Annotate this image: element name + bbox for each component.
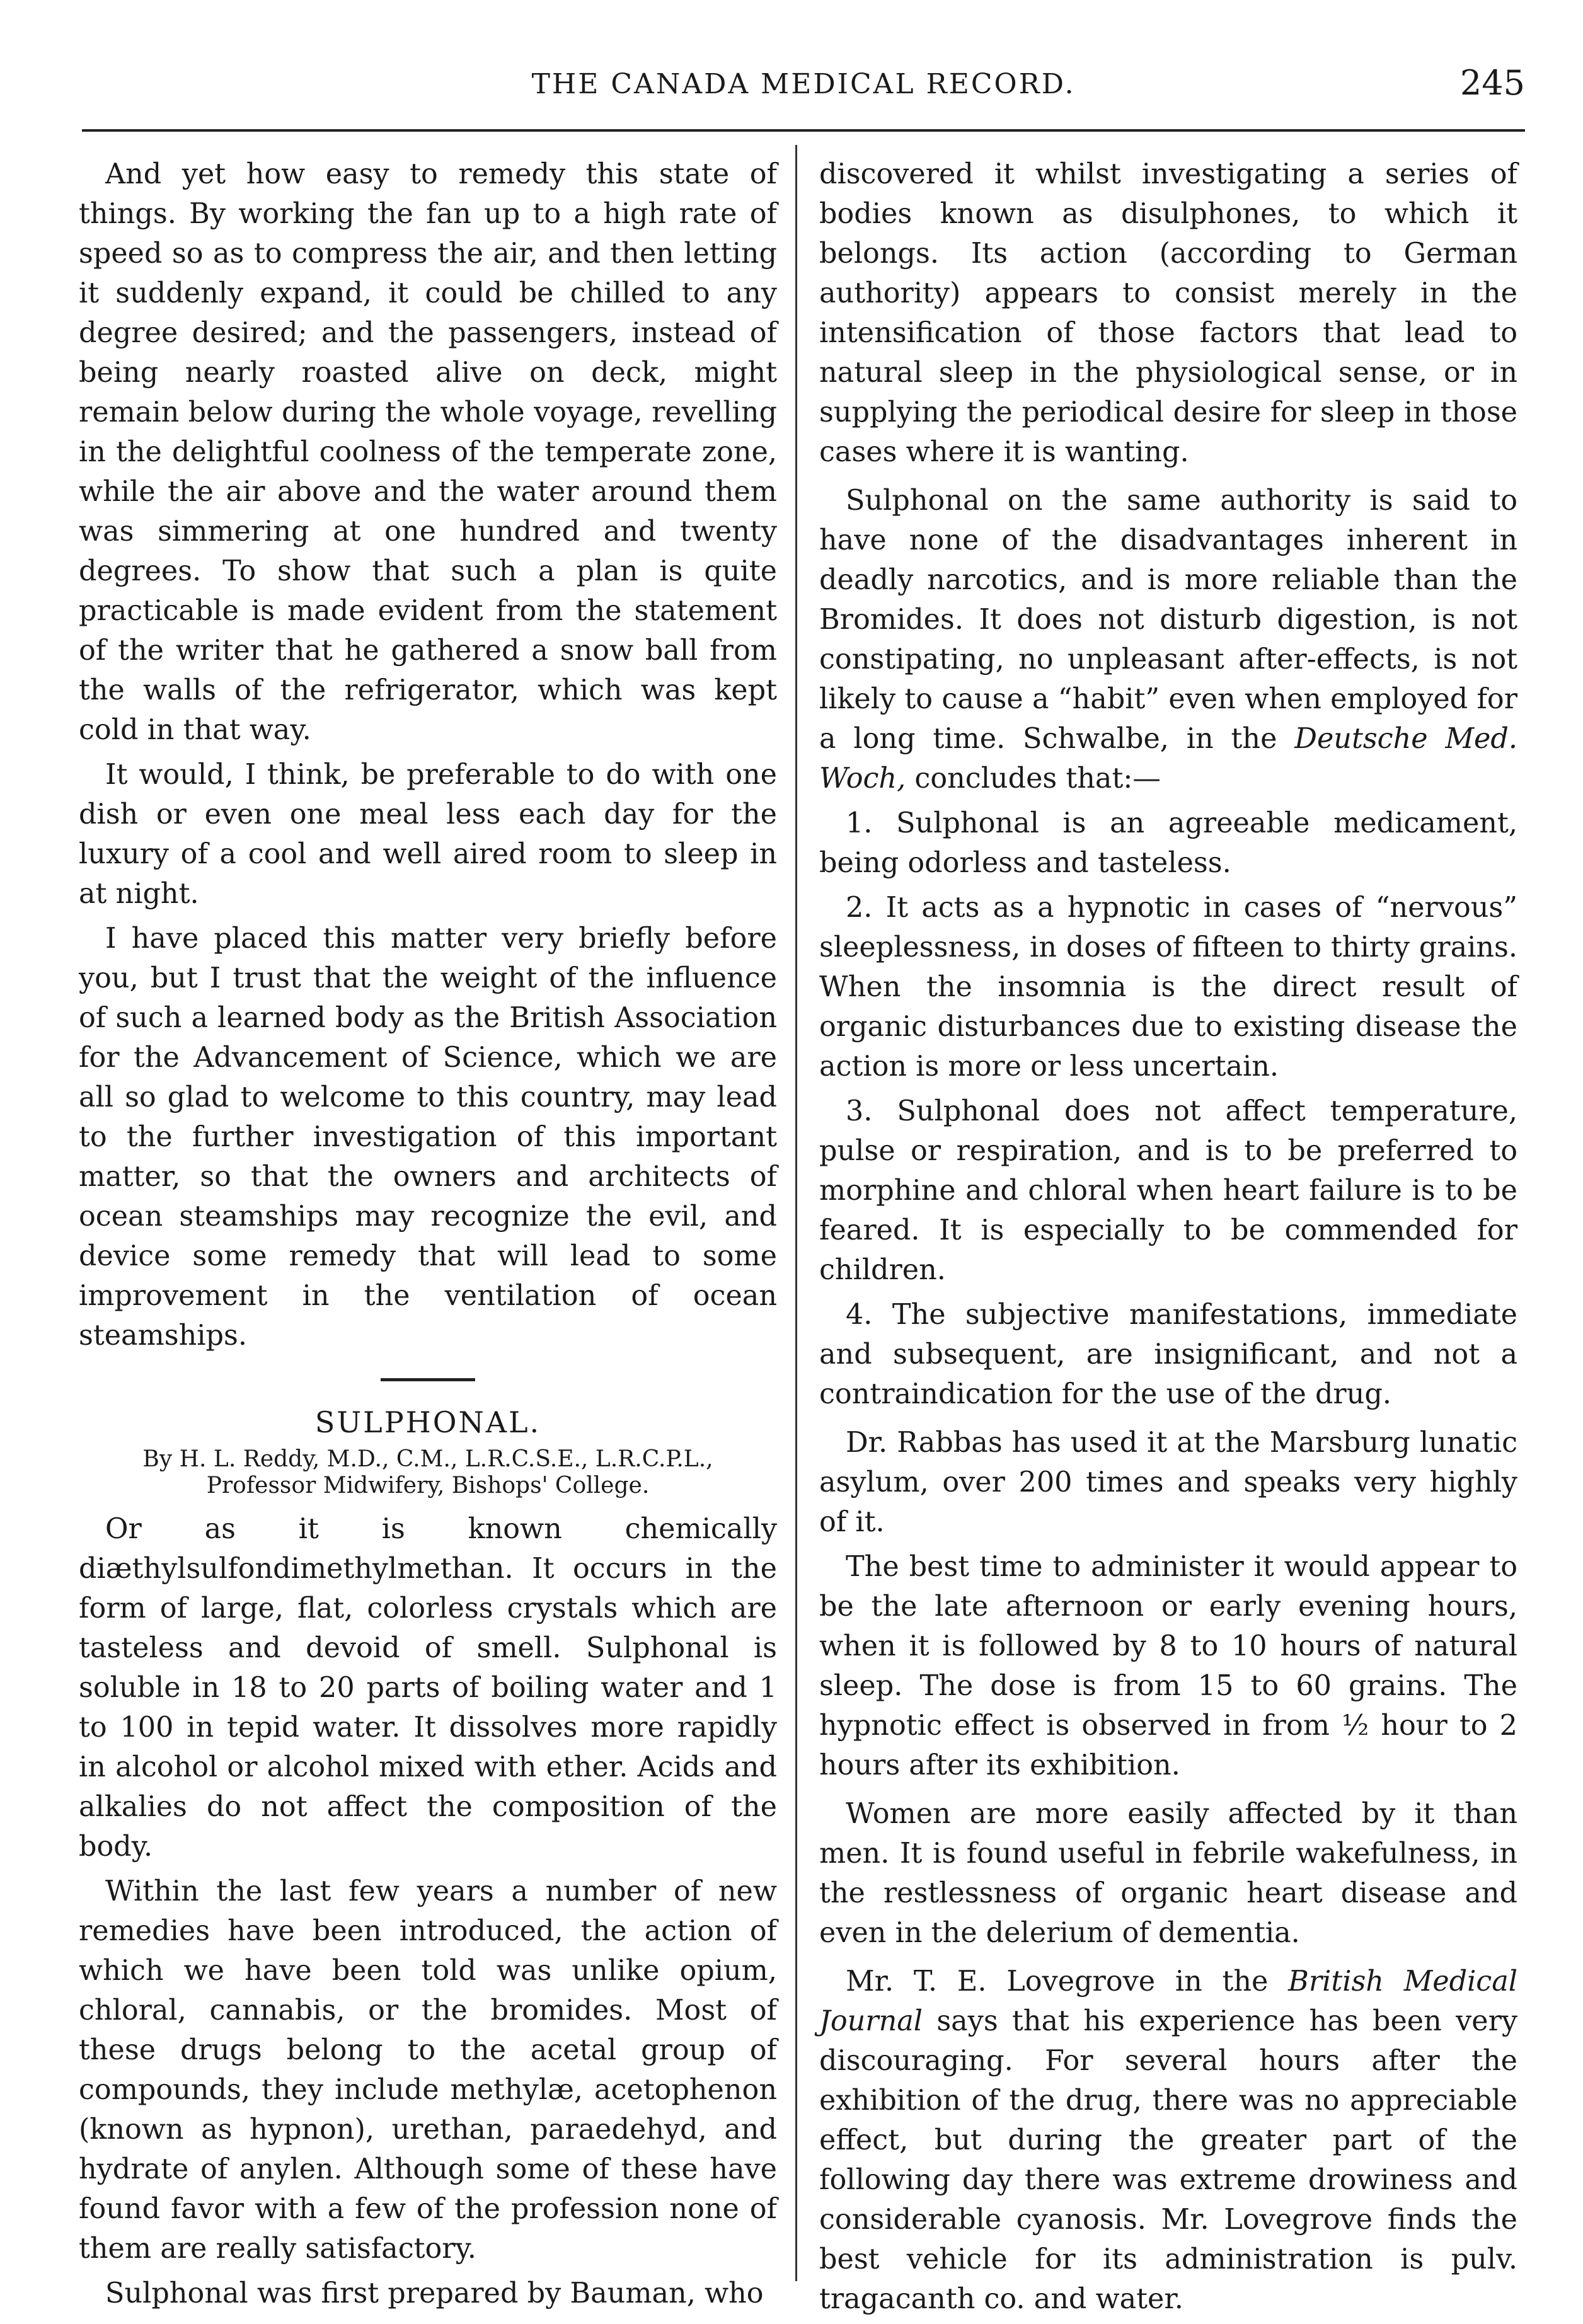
paragraph: The best time to administer it would appear to be the late afternoon or early evening hours, when it is followed by 8 to 10 hours of natural sleep. The dose is from 15 to 60 grains. The hypnotic effect is observed in from ½ hour to 2 hours after its exhibition. [819, 1551, 1517, 1781]
page-number: 245 [1459, 63, 1525, 103]
byline-affiliation: Professor Midwifery, Bishops' College. [206, 1473, 650, 1499]
paragraph: It would, I think, be preferable to do with one dish or even one meal less each day for the luxury of a cool and well aired room to sleep in at night. [79, 759, 777, 910]
paragraph [819, 481, 1517, 798]
paragraph: I have placed this matter very briefly before you, but I trust that the weight of the influence of such a learned body as the British Association for the Advancement of Science, which we are all so glad to welcome to this country, may lead to the further investigation of this important matter, so that the owners and architects of ocean steamships may recognize the evil, and device some remedy that will lead to some improvement in the ventilation of ocean steamships. [79, 923, 777, 1352]
paragraph: And yet how easy to remedy this state of things. By working the fan up to a high rate of speed so as to compress the air, and then letting it suddenly expand, it could be chilled to any degree desired; and the passengers, instead of being nearly roasted alive on deck, might remain below during the whole voyage, revelling in the delightful coolness of the temperate zone, while the air above and the water around them was simmering at one hundred and twenty degrees. To show that such a plan is quite practicable is made evident from the statement of the writer that he gathered a snow ball from the walls of the refrigerator, which was kept cold in that way. [79, 158, 777, 746]
list-item: 3. Sulphonal does not affect temperature, pulse or respiration, and is to be preferred to morphine and chloral when heart failure is to be feared. It is especially to be commended for children. [819, 1095, 1517, 1286]
running-head [82, 63, 1525, 113]
paragraph: Within the last few years a number of new remedies have been introduced, the action of which we have been told was unlike opium, chloral, cannabis, or the bromides. Most of these drugs belong to the acetal group of compounds, they include methylæ, acetophenon (known as hypnon), urethan, paraedehyd, and hydrate of anylen. Although some of these have found favor with a few of the profession none of them are really satisfactory. [79, 1875, 777, 2265]
paragraph: Or as it is known chemically diæthylsulfondimethylmethan. It occurs in the form of large, flat, colorless crystals which are tasteless and devoid of smell. Sulphonal is soluble in 18 to 20 parts of boiling water and 1 to 100 in tepid water. It dissolves more rapidly in alcohol or alcohol mixed with ether. Acids and alkalies do not affect the composition of the body. [79, 1513, 777, 1863]
text-run: says that his experience has been very discouraging. For several hours after the exhibition of the drug, there was no appreciable effect, but during the greater part of the following day there was extreme drowiness and considerable cyanosis. Mr. Lovegrove finds the best vehicle for its administration is pulv. tragacanth co. and water. [819, 2005, 1517, 2315]
paragraph: Sulphonal was first prepared by Bauman, who [105, 2277, 764, 2310]
section-divider [381, 1378, 475, 1381]
text-run: Mr. T. E. Lovegrove in the [846, 1965, 1289, 1998]
paragraph: Women are more easily affected by it than men. It is found useful in febrile wakefulness, in the restlessness of organic heart disease and even in the delerium of dementia. [819, 1798, 1517, 1949]
text-run: Sulphonal on the same authority is said to have none of the disadvantages inherent in deadly narcotics, and is more reliable than the Bromides. It does not disturb digestion, is not constipating, no unpleasant after-effects, is not likely to cause a “habit” even when employed for a long time. Schwalbe, in the [819, 485, 1517, 755]
text-run: concludes that:— [906, 762, 1161, 795]
journal-citation: Deutsche Med. Woch, [819, 723, 1517, 795]
journal-title: THE CANADA MEDICAL RECORD. [531, 68, 1076, 100]
left-column [79, 154, 777, 2318]
byline-author: By H. L. Reddy, M.D., C.M., L.R.C.S.E., L.R.C.P.L., [142, 1446, 713, 1472]
article-title: SULPHONAL. [314, 1405, 541, 1439]
list-item: 1. Sulphonal is an agreeable medicament, being odorless and tasteless. [819, 807, 1517, 879]
paragraph: discovered it whilst investigating a series of bodies known as disulphones, to which it belongs. Its action (according to German authority) appears to consist merely in the intensification of those factors that lead to natural sleep in the physiological sense, or in supplying the periodical desire for sleep in those cases where it is wanting. [819, 158, 1517, 468]
byline [79, 1446, 777, 1499]
paragraph [819, 1962, 1517, 2319]
right-column [819, 154, 1517, 2324]
list-item: 2. It acts as a hypnotic in cases of “nervous” sleeplessness, in doses of fifteen to thirty grains. When the insomnia is the direct result of organic disturbances due to existing disease the action is more or less uncertain. [819, 892, 1517, 1083]
paragraph: Dr. Rabbas has used it at the Marsburg lunatic asylum, over 200 times and speaks very highly of it. [819, 1427, 1517, 1538]
list-item: 4. The subjective manifestations, immediate and subsequent, are insignificant, and not a contraindication for the use of the drug. [819, 1299, 1517, 1410]
header-rule [82, 129, 1525, 132]
column-divider [795, 145, 797, 2281]
journal-citation: British Medical Journal [819, 1965, 1517, 2037]
